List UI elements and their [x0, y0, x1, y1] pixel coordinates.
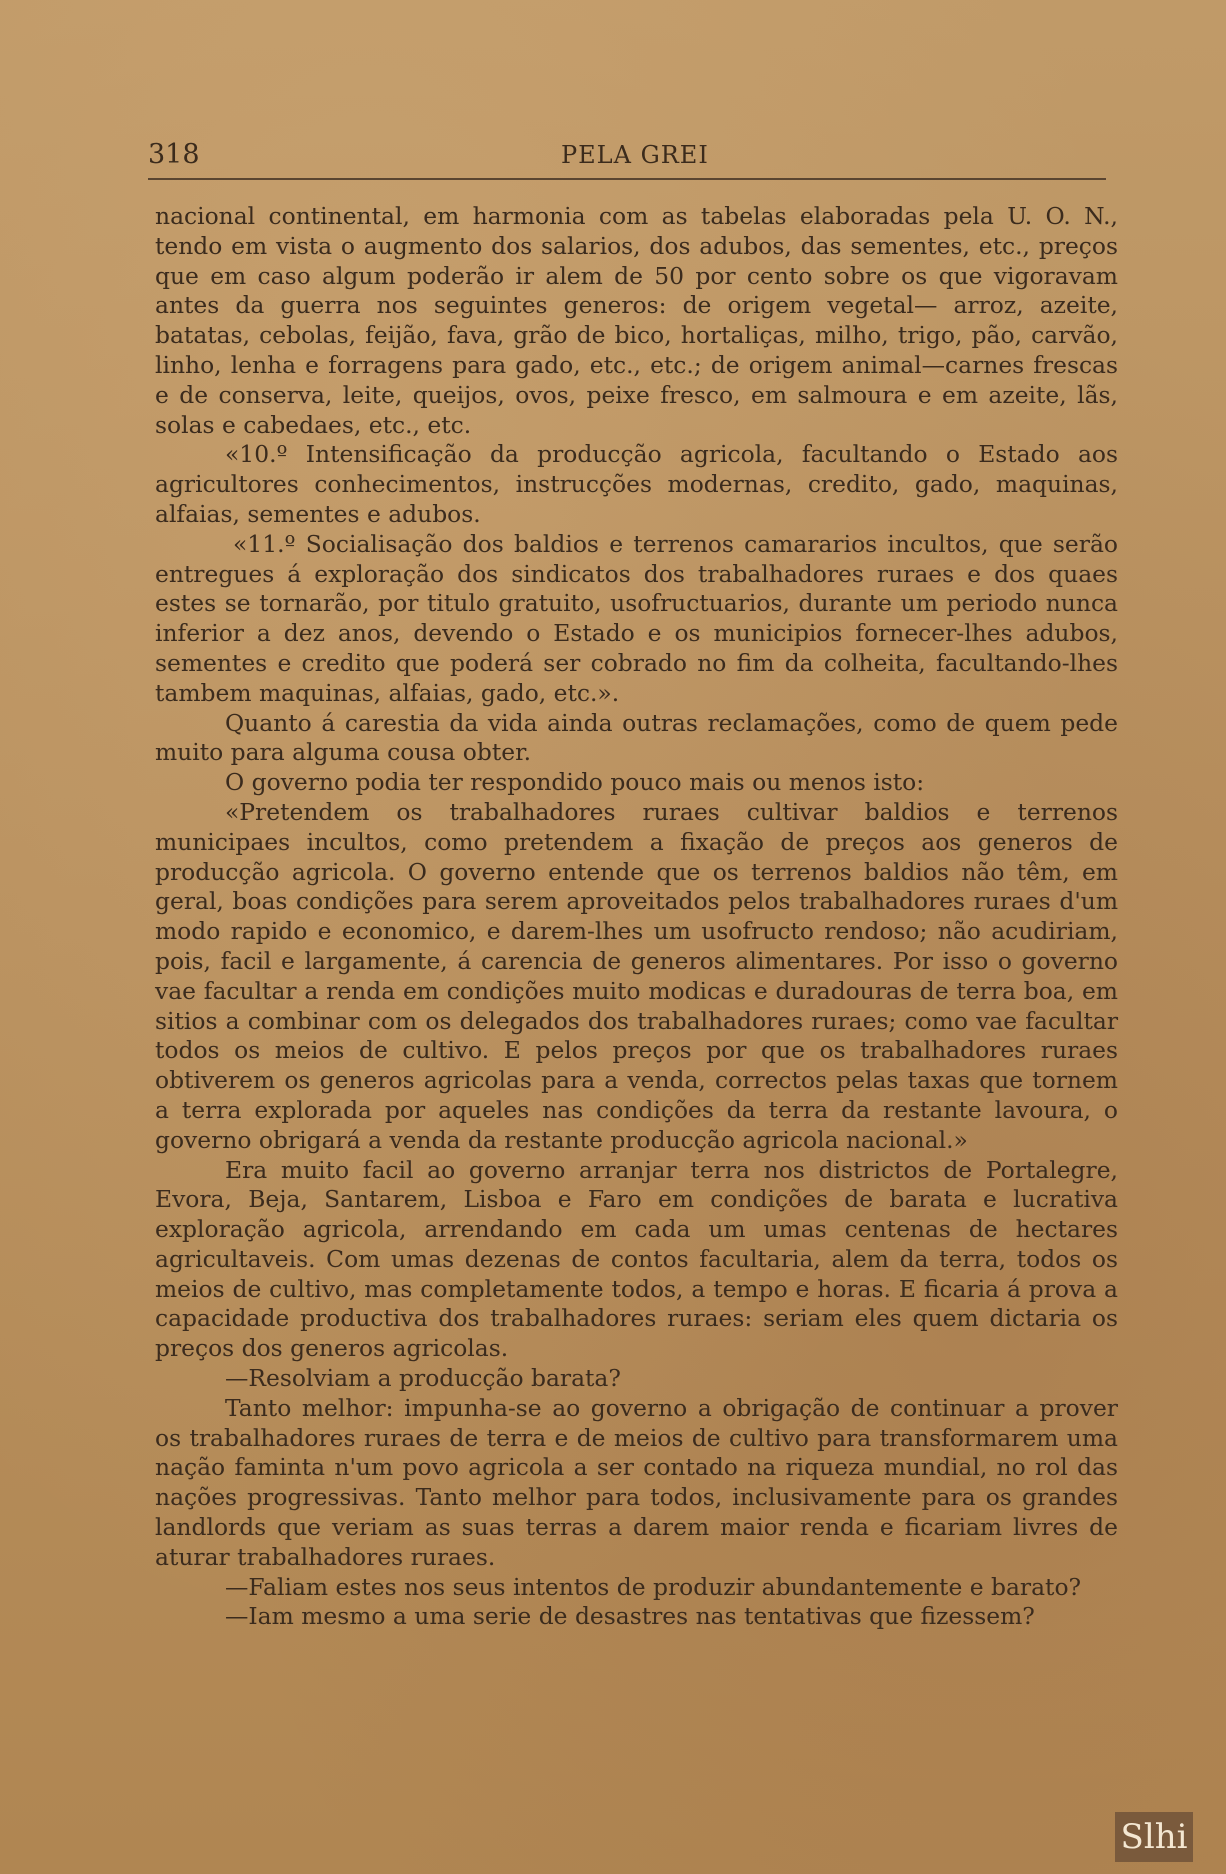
- paragraph-3: «11.º Socialisação dos baldios e terrenos camararios incultos, que serão entregues á exploração dos sindicatos dos trabalhadores ruraes e dos quaes estes se tornarão, por titulo gratuito, usofructuarios, durante um periodo nunca inferior a dez anos, devendo o Estado e os municipios fornecer-lhes adubos, sementes e credito que poderá ser cobrado no fim da colheita, facultando-lhes tambem maquinas, alfaias, gado, etc.».: [155, 529, 1118, 707]
- paragraph-4: Quanto á carestia da vida ainda outras reclamações, como de quem pede muito para alguma cousa obter.: [155, 708, 1118, 767]
- paragraph-10: —Faliam estes nos seus intentos de produzir abundantemente e barato?: [225, 1572, 1082, 1601]
- body-text: [155, 202, 1118, 1632]
- paragraph-5: O governo podia ter respondido pouco mais ou menos isto:: [225, 768, 925, 797]
- running-title: PELA GREI: [561, 141, 709, 169]
- paragraph-1: nacional continental, em harmonia com as tabelas elaboradas pela U. O. N., tendo em vista o augmento dos salarios, dos adubos, das sementes, etc., preços que em caso algum poderão ir alem de 50 por cento sobre os que vigoravam antes da guerra nos seguintes generos: de origem vegetal— arroz, azeite, batatas, cebolas, feijão, fava, grão de bico, hortaliças, milho, trigo, pão, carvão, linho, lenha e forragens para gado, etc., etc.; de origem animal—carnes frescas e de conserva, leite, queijos, ovos, peixe fresco, em salmoura e em azeite, lãs, solas e cabedaes, etc., etc.: [155, 202, 1118, 439]
- paragraph-8: —Resolviam a producção barata?: [225, 1364, 621, 1393]
- library-logo: Slhi: [1115, 1812, 1193, 1862]
- page-header: [148, 138, 1106, 180]
- paragraph-6: «Pretendem os trabalhadores ruraes cultivar baldios e terrenos municipaes incultos, como pretendem a fixação de preços aos generos de producção agricola. O governo entende que os terrenos baldios não têm, em geral, boas condições para serem aproveitados pelos trabalhadores ruraes d'um modo rapido e economico, e darem-lhes um usofructo rendoso; não acudiriam, pois, facil e largamente, á carencia de generos alimentares. Por isso o governo vae facultar a renda em condições muito modicas e duradouras de terra boa, em sitios a combinar com os delegados dos trabalhadores ruraes; como vae facultar todos os meios de cultivo. E pelos preços por que os trabalhadores ruraes obtiverem os generos agricolas para a venda, correctos pelas taxas que tornem a terra explorada por aqueles nas condições da terra da restante lavoura, o governo obrigará a venda da restante producção agricola nacional.»: [155, 797, 1118, 1154]
- paragraph-2: «10.º Intensificação da producção agricola, facultando o Estado aos agricultores conhecimentos, instrucções modernas, credito, gado, maquinas, alfaias, sementes e adubos.: [155, 440, 1118, 528]
- paragraph-7: Era muito facil ao governo arranjar terra nos districtos de Portalegre, Evora, Beja, Santarem, Lisboa e Faro em condições de barata e lucrativa exploração agricola, arrendando em cada um umas centenas de hectares agricultaveis. Com umas dezenas de contos facultaria, alem da terra, todos os meios de cultivo, mas completamente todos, a tempo e horas. E ficaria á prova a capacidade productiva dos trabalhadores ruraes: seriam eles quem dictaria os preços dos generos agricolas.: [155, 1155, 1118, 1363]
- paragraph-9: Tanto melhor: impunha-se ao governo a obrigação de continuar a prover os trabalhadores ruraes de terra e de meios de cultivo para transformarem uma nação faminta n'um povo agricola a ser contado na riqueza mundial, no rol das nações progressivas. Tanto melhor para todos, inclusivamente para os grandes landlords que veriam as suas terras a darem maior renda e ficariam livres de aturar trabalhadores ruraes.: [155, 1393, 1118, 1571]
- paragraph-11: —Iam mesmo a uma serie de desastres nas tentativas que fizessem?: [225, 1602, 1035, 1631]
- page-number: 318: [148, 139, 200, 170]
